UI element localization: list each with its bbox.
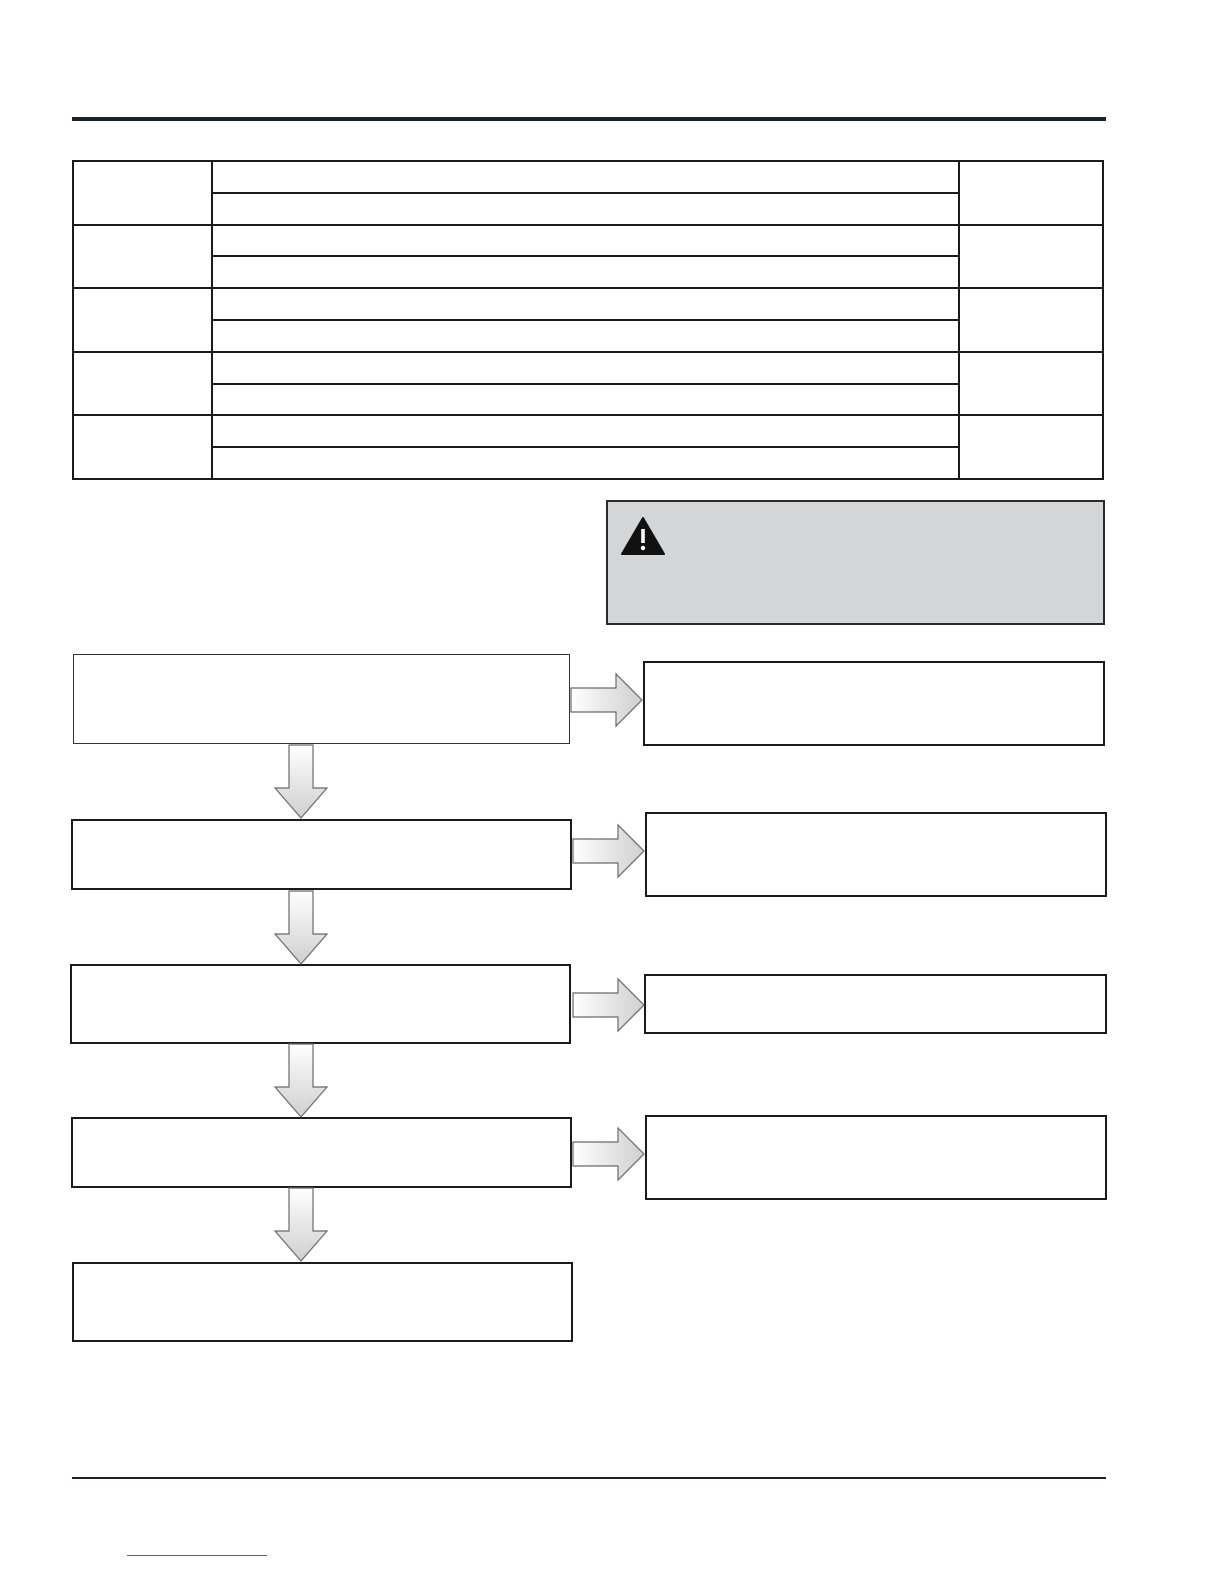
footer-link-underline[interactable] [127, 1555, 267, 1556]
flow-step-1 [73, 654, 570, 744]
spec-row-label [73, 415, 212, 479]
flow-result-text [647, 1117, 1105, 1137]
spec-row-label [73, 225, 212, 289]
spec-row-value [959, 225, 1103, 289]
flow-step-text [73, 1119, 570, 1139]
spec-row-line [212, 320, 959, 352]
spec-row-line [212, 225, 959, 257]
down-arrow [273, 744, 329, 820]
flow-result-2 [645, 812, 1107, 897]
spec-row-line [212, 447, 959, 479]
flow-result-3 [644, 974, 1107, 1034]
spec-row-value [959, 288, 1103, 352]
spec-row-label [73, 288, 212, 352]
spec-row [73, 288, 1103, 320]
down-arrow [273, 890, 329, 966]
spec-row-value [959, 352, 1103, 416]
spec-row-line [212, 352, 959, 384]
spec-row-value [959, 161, 1103, 225]
spec-row-line [212, 193, 959, 225]
flow-result-4 [645, 1115, 1107, 1200]
spec-table [72, 160, 1104, 480]
flow-step-text [73, 821, 570, 841]
spec-row-line [212, 256, 959, 288]
flow-step-4 [71, 1117, 572, 1188]
spec-row-line [212, 384, 959, 416]
flow-step-2 [71, 819, 572, 890]
flow-step-3 [70, 964, 571, 1044]
flow-result-text [647, 814, 1105, 834]
down-arrow [273, 1187, 329, 1263]
flow-step-5 [72, 1262, 573, 1342]
flow-step-text [72, 966, 569, 986]
right-arrow [572, 1126, 646, 1182]
spec-row-line [212, 161, 959, 193]
spec-row-label [73, 161, 212, 225]
flow-step-text [74, 1264, 571, 1284]
header-rule [72, 117, 1106, 121]
spec-row-label [73, 352, 212, 416]
flow-step-text [74, 655, 569, 675]
warning-triangle-icon [620, 516, 666, 556]
spec-row-line [212, 415, 959, 447]
right-arrow [572, 823, 646, 879]
spec-row [73, 161, 1103, 193]
warning-callout [606, 500, 1105, 625]
flow-result-text [646, 976, 1105, 996]
flow-result-1 [643, 661, 1105, 746]
right-arrow [572, 977, 646, 1033]
down-arrow [273, 1043, 329, 1119]
flow-result-text [645, 663, 1103, 683]
right-arrow [570, 672, 644, 728]
footer-rule [72, 1477, 1106, 1479]
spec-row [73, 352, 1103, 384]
spec-row [73, 415, 1103, 447]
spec-row-value [959, 415, 1103, 479]
spec-row-line [212, 288, 959, 320]
spec-row [73, 225, 1103, 257]
